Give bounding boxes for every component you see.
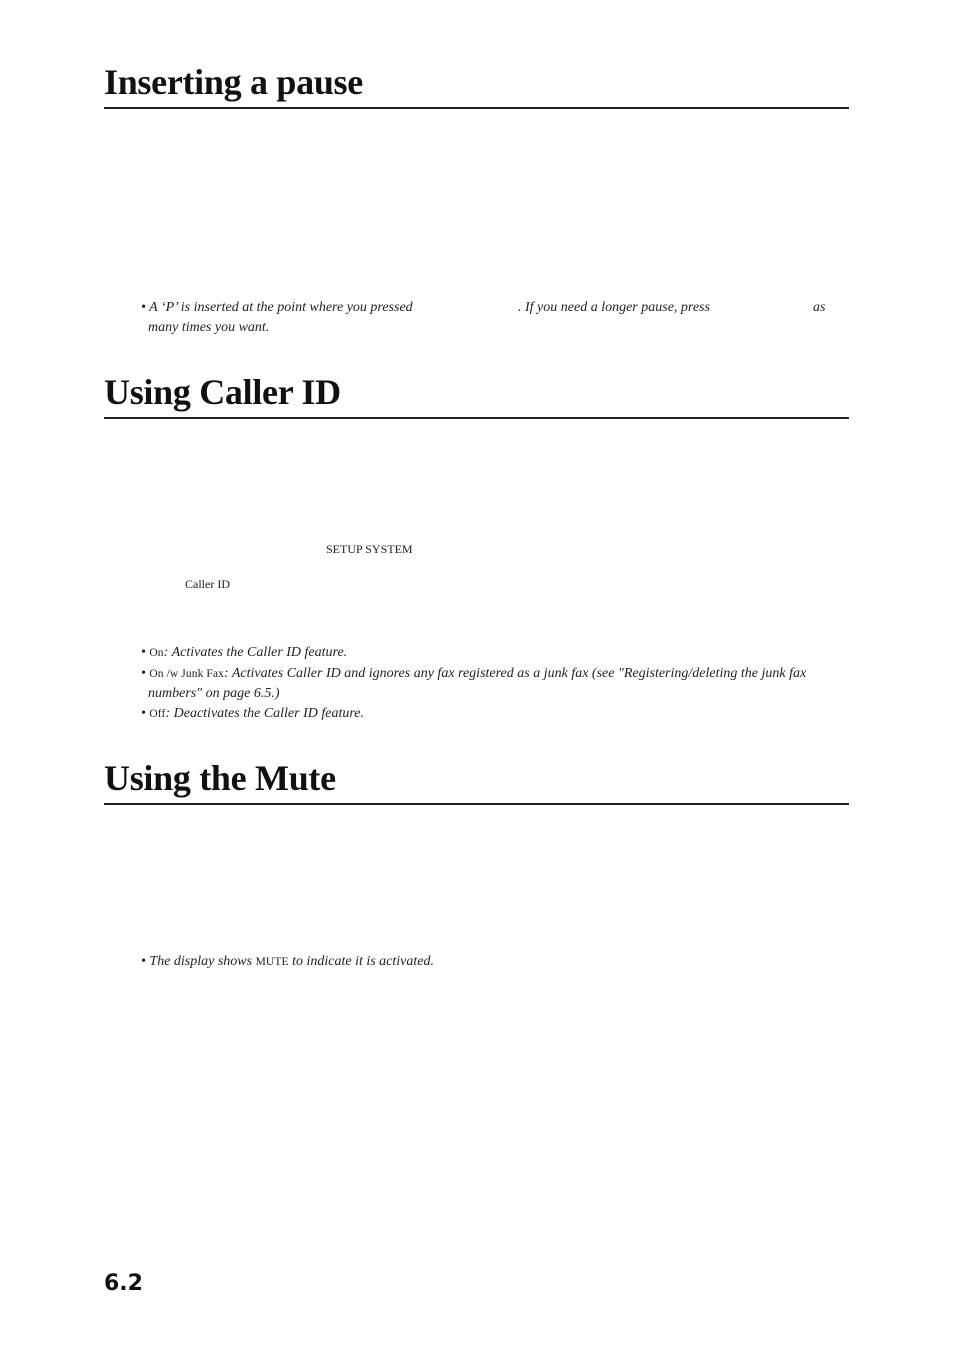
section-title-mute: Using the Mute [104, 758, 336, 798]
option-description: : Activates Caller ID and ignores any fax registered as a junk fax (see "Registering/deleting the junk fax [223, 666, 807, 681]
bullet: • [141, 645, 146, 660]
mute-display-text: MUTE [255, 956, 289, 968]
bullet: • [141, 666, 146, 681]
pause-note-line-1c [813, 298, 825, 318]
bullet: • [141, 954, 146, 969]
caller-id-option-off [141, 704, 364, 724]
pause-note-line-1 [141, 298, 413, 318]
pause-note-text-3: as [813, 300, 826, 315]
mute-note [141, 952, 434, 972]
pause-note-text-1: A ‘P’ is inserted at the point where you pressed [149, 300, 413, 315]
option-name: On [149, 647, 164, 659]
pause-note-line-1b [518, 298, 710, 318]
option-description-cont: numbers" on page 6.5.) [148, 686, 280, 701]
section-title-inserting-pause: Inserting a pause [104, 62, 363, 102]
option-name: Off [149, 708, 166, 720]
option-description: : Deactivates the Caller ID feature. [165, 706, 365, 721]
section-title-caller-id: Using Caller ID [104, 372, 341, 412]
bullet: • [141, 300, 146, 315]
section-rule [104, 417, 849, 419]
caller-id-option-on [141, 643, 347, 663]
pause-note-text-4: many times you want. [148, 320, 270, 335]
caller-id-option-on-junk-fax-cont [148, 684, 279, 704]
section-rule [104, 107, 849, 109]
option-description: : Activates the Caller ID feature. [163, 645, 348, 660]
option-name: On /w Junk Fax [149, 668, 224, 680]
pause-note-text-2: . If you need a longer pause, press [518, 300, 710, 315]
bullet: • [141, 706, 146, 721]
page-number: 6.2 [104, 1271, 143, 1296]
mute-note-text-2: to indicate it is activated. [292, 954, 434, 969]
caller-id-option-on-junk-fax [141, 664, 806, 684]
pause-note-line-2 [148, 318, 269, 338]
mute-note-text-1: The display shows [149, 954, 253, 969]
section-rule [104, 803, 849, 805]
setup-system-display-label: SETUP SYSTEM [326, 542, 413, 556]
caller-id-display-label: Caller ID [185, 577, 230, 591]
